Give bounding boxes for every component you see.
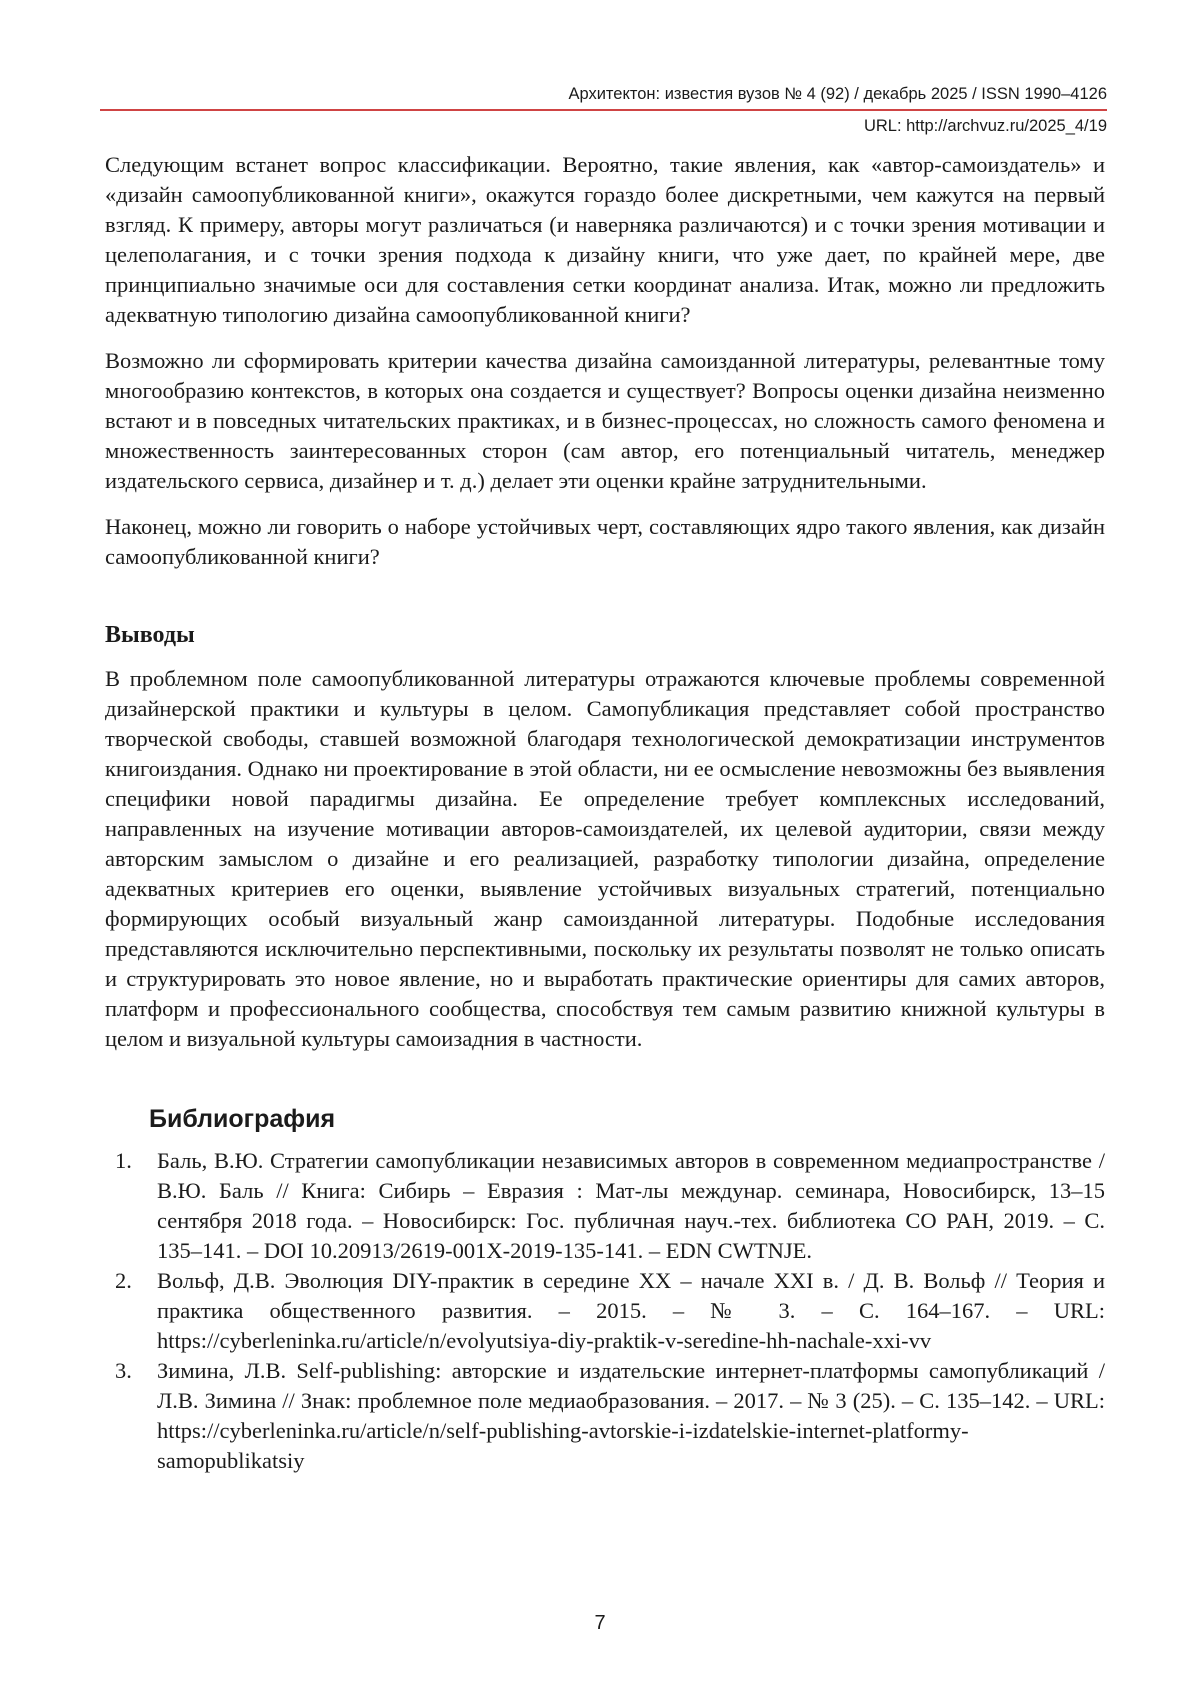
article-body <box>105 150 1105 1476</box>
journal-info-line: Архитектон: известия вузов № 4 (92) / декабрь 2025 / ISSN 1990–4126 <box>568 85 1107 103</box>
paragraph: Следующим встанет вопрос классификации. Вероятно, такие явления, как «автор-самоиздатель» и «дизайн самоопубликованной книги», окажутся гораздо более дискретными, чем кажутся на первый взгляд. К примеру, авторы могут различаться (и наверняка различаются) и с точки зрения мотивации и целеполагания, и с точки зрения подхода к дизайну книги, что уже дает, по крайней мере, две принципиально значимые оси для составления сетки координат анализа. Итак, можно ли предложить адекватную типологию дизайна самоопубликованной книги? <box>105 152 1105 327</box>
reference-number: 3. <box>115 1358 132 1383</box>
conclusions-heading: Выводы <box>105 622 195 648</box>
paragraph: Возможно ли сформировать критерии качества дизайна самоизданной литературы, релевантные тому многообразию контекстов, в которых она создается и существует? Вопросы оценки дизайна неизменно встают и в повседных читательских практиках, и в бизнес-процессах, но сложность самого феномена и множественность заинтересованных сторон (сам автор, его потенциальный читатель, менеджер издательского сервиса, дизайнер и т. д.) делает эти оценки крайне затруднительными. <box>105 348 1105 493</box>
page-footer <box>0 1612 1200 1635</box>
conclusions-paragraph: В проблемном поле самоопубликованной литературы отражаются ключевые проблемы современной дизайнерской практики и культуры в целом. Самопубликация представляет собой пространство творческой свободы, ставшей возможной благодаря технологической демократизации инструментов книгоиздания. Однако ни проектирование в этой области, ни ее осмысление невозможны без выявления специфики новой парадигмы дизайна. Ее определение требует комплексных исследований, направленных на изучение мотивации авторов-самоиздателей, их целевой аудитории, связи между авторским замыслом о дизайне и его реализацией, разработку типологии дизайна, определение адекватных критериев его оценки, выявление устойчивых визуальных стратегий, потенциально формирующих особый визуальный жанр самоизданной литературы. Подобные исследования представляются исключительно перспективными, поскольку их результаты позволят не только описать и структурировать это новое явление, но и выработать практические ориентиры для самих авторов, платформ и профессионального сообщества, способствуя тем самым развитию книжной культуры в целом и визуальной культуры самоизадния в частности. <box>105 666 1105 1051</box>
bibliography-heading: Библиография <box>149 1105 336 1133</box>
header-url-line: URL: http://archvuz.ru/2025_4/19 <box>863 117 1107 135</box>
page-number: 7 <box>594 1612 606 1634</box>
paragraph: Наконец, можно ли говорить о наборе устойчивых черт, составляющих ядро такого явления, как дизайн самоопубликованной книги? <box>105 514 1105 569</box>
reference-number: 2. <box>115 1268 132 1293</box>
reference-number: 1. <box>115 1148 132 1173</box>
header-rule <box>100 109 1107 111</box>
reference-text: Вольф, Д.В. Эволюция DIY-практик в середине XX – начале XXI в. / Д. В. Вольф // Теория и практика общественного развития. – 2015. – № 3. – С. 164–167. – URL: https://cyberleninka.ru/article/n/evolyutsiya-diy-praktik-v-seredine-hh-nachale-xxi-vv <box>157 1268 1105 1353</box>
reference-text: Зимина, Л.В. Self-publishing: авторские и издательские интернет-платформы самопубликаций / Л.В. Зимина // Знак: проблемное поле медиаобразования. – 2017. – № 3 (25). – С. 135–142. – URL: https://cyberleninka.ru/article/n/self-publishing-avtorskie-i-izdatelskie-internet-platformy-samopublikatsiy <box>157 1358 1105 1473</box>
page-header <box>100 84 1107 136</box>
reference-item <box>105 1146 1105 1266</box>
reference-list <box>105 1146 1105 1476</box>
reference-item <box>105 1356 1105 1476</box>
reference-item <box>105 1266 1105 1356</box>
reference-text: Баль, В.Ю. Стратегии самопубликации независимых авторов в современном медиапространстве / В.Ю. Баль // Книга: Сибирь – Евразия : Мат-лы междунар. семинара, Новосибирск, 13–15 сентября 2018 года. – Новосибирск: Гос. публичная науч.-тех. библиотека СО РАН, 2019. – С. 135–141. – DOI 10.20913/2619-001X-2019-135-141. – EDN CWTNJE. <box>157 1148 1105 1263</box>
